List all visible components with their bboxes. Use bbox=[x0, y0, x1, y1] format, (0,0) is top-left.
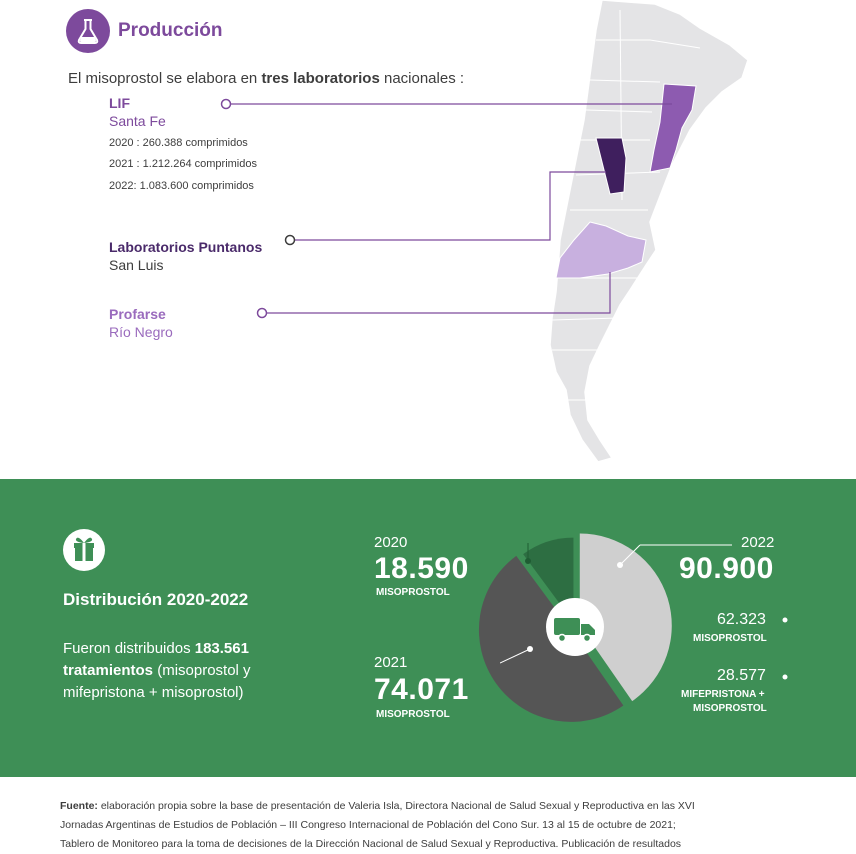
footer-line-3: Tablero de Monitoreo para la toma de decisiones de la Dirección Nacional de Salud Sexual y Reproductiva. Publicación de resultados bbox=[60, 838, 682, 850]
pie-2022-value: 90.900 bbox=[679, 552, 774, 585]
distribution-title: Distribución 2020-2022 bbox=[63, 590, 249, 609]
lab-profarse-name: Profarse bbox=[109, 306, 166, 322]
lab-puntanos-province: San Luis bbox=[109, 257, 164, 273]
pie-2022-mife-value: 28.577 bbox=[717, 667, 766, 684]
lab-lif-2021: 2021 : 1.212.264 comprimidos bbox=[109, 158, 257, 170]
connector-dot-puntanos bbox=[286, 236, 295, 245]
lab-lif-province: Santa Fe bbox=[109, 113, 166, 129]
connector-dot-lif bbox=[222, 100, 231, 109]
pie-2022-mife-label-2: MISOPROSTOL bbox=[693, 703, 767, 714]
connector-puntanos bbox=[295, 172, 606, 240]
pie-2020-year: 2020 bbox=[374, 534, 408, 551]
lab-puntanos-name: Laboratorios Puntanos bbox=[109, 239, 263, 255]
source-footer bbox=[60, 797, 790, 854]
production-intro: El misoprostol se elabora en tres laboratorios nacionales : bbox=[68, 70, 465, 87]
pie-2022-miso-label: MISOPROSTOL bbox=[693, 633, 767, 644]
flask-icon bbox=[66, 9, 110, 53]
map-argentina-silhouette bbox=[550, 0, 748, 462]
footer-line-2: Jornadas Argentinas de Estudios de Población – III Congreso Internacional de Población del Cono Sur. 13 al 15 de octubre de 2021; bbox=[60, 819, 676, 831]
pie-2021-label: MISOPROSTOL bbox=[376, 709, 450, 720]
pie-2021-year: 2021 bbox=[374, 654, 408, 671]
lab-lif-2022: 2022: 1.083.600 comprimidos bbox=[109, 180, 254, 192]
lab-lif-2020: 2020 : 260.388 comprimidos bbox=[109, 137, 248, 149]
pie-2020-value: 18.590 bbox=[374, 552, 469, 585]
pie-2022-mife-label-1: MIFEPRISTONA + bbox=[681, 689, 765, 700]
pie-2022-miso-value: 62.323 bbox=[717, 611, 766, 628]
pie-2021-value: 74.071 bbox=[374, 673, 469, 706]
package-icon bbox=[63, 529, 105, 571]
production-title: Producción bbox=[118, 20, 223, 41]
connector-dot-profarse bbox=[258, 309, 267, 318]
lab-lif-name: LIF bbox=[109, 95, 130, 111]
pie-2020-label: MISOPROSTOL bbox=[376, 587, 450, 598]
footer-line-1: Fuente: elaboración propia sobre la base de presentación de Valeria Isla, Directora Nacional de Salud Sexual y Reproductiva en las XVI bbox=[60, 800, 695, 812]
lab-profarse-province: Río Negro bbox=[109, 324, 173, 340]
distribution-text: Fueron distribuidos 183.561 tratamientos (misoprostol y mifepristona + misoprostol) bbox=[63, 640, 251, 701]
pie-2022-year: 2022 bbox=[741, 534, 775, 551]
